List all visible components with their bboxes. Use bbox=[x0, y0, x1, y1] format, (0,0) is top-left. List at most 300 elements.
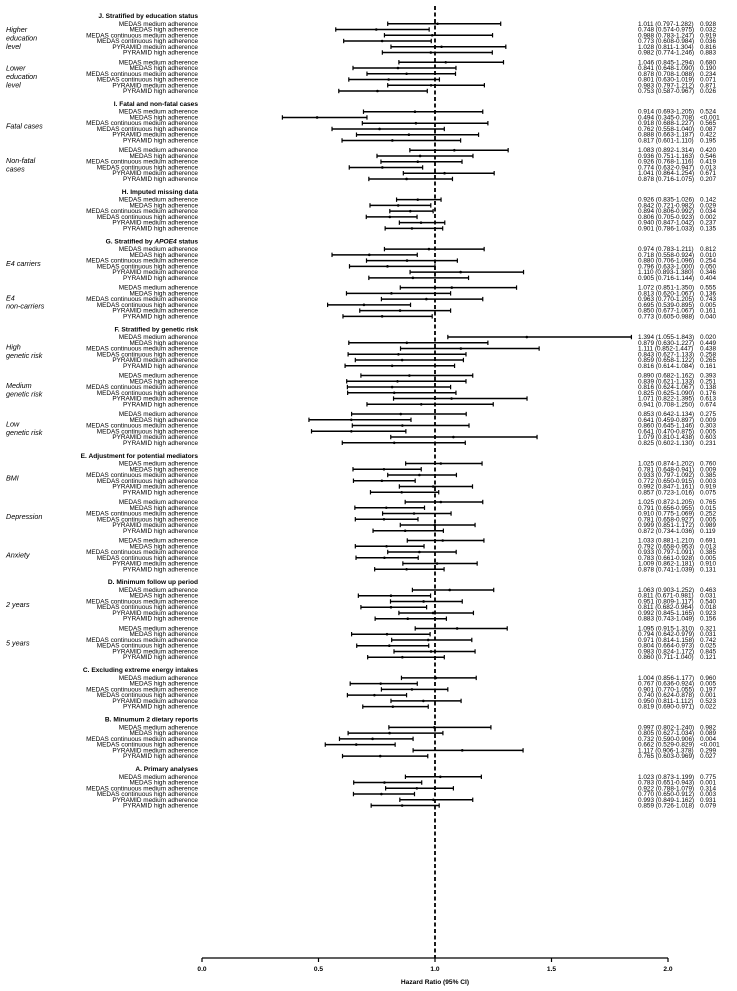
row-label: PYRAMID high adherence bbox=[123, 175, 198, 183]
row-label: PYRAMID high adherence bbox=[123, 439, 198, 447]
hr-point bbox=[416, 198, 419, 201]
row-label: MEDAS continuous high adherence bbox=[96, 351, 198, 359]
p-value: 0.040 bbox=[700, 313, 716, 321]
row-label: MEDAS high adherence bbox=[129, 504, 198, 512]
row-label: MEDAS continuous medium adherence bbox=[86, 208, 198, 216]
row-label: MEDAS high adherence bbox=[129, 631, 198, 639]
row-label: PYRAMID medium adherence bbox=[112, 269, 198, 277]
hr-ci-text: 1.025 (0.872-1.205) bbox=[638, 499, 695, 506]
p-value: 0.156 bbox=[700, 615, 716, 623]
hr-point bbox=[388, 732, 391, 735]
hr-ci-text: 0.842 (0.721-0.982) bbox=[638, 202, 695, 210]
p-value: 0.005 bbox=[700, 428, 716, 436]
p-value: 0.674 bbox=[700, 401, 716, 409]
hr-ci-text: 0.905 (0.716-1.144) bbox=[638, 274, 695, 282]
hr-ci-text: 0.804 (0.664-0.973) bbox=[638, 642, 695, 650]
hr-ci-text: 0.910 (0.775-1.069) bbox=[638, 510, 695, 518]
hr-point bbox=[383, 518, 386, 521]
row-label: MEDAS continuous medium adherence bbox=[86, 120, 198, 128]
hr-ci-text: 0.983 (0.797-1.212) bbox=[638, 82, 695, 90]
p-value: 0.404 bbox=[700, 274, 716, 282]
hr-point bbox=[385, 545, 388, 548]
hr-point bbox=[383, 556, 386, 559]
row-label: MEDAS high adherence bbox=[129, 680, 198, 688]
row-label: MEDAS continuous medium adherence bbox=[86, 158, 198, 166]
p-value: 0.207 bbox=[700, 175, 716, 183]
hr-point bbox=[459, 271, 462, 274]
p-value: 0.005 bbox=[700, 680, 716, 688]
p-value: 0.005 bbox=[700, 516, 716, 524]
p-value: 0.982 bbox=[700, 724, 716, 732]
hr-point bbox=[388, 216, 391, 219]
hr-ci-text: 0.997 (0.802-1.240) bbox=[638, 724, 695, 732]
p-value: 0.871 bbox=[700, 82, 716, 90]
hr-ci-text: 0.772 (0.650-0.915) bbox=[638, 477, 695, 485]
row-label: PYRAMID high adherence bbox=[123, 362, 198, 370]
hr-ci-text: 0.926 (0.835-1.026) bbox=[638, 196, 695, 204]
p-value: 0.613 bbox=[700, 395, 716, 403]
p-value: 0.161 bbox=[700, 362, 716, 370]
row-label: PYRAMID high adherence bbox=[123, 527, 198, 535]
hr-ci-text: 0.494 (0.345-0.708) bbox=[638, 114, 695, 122]
row-label: PYRAMID medium adherence bbox=[112, 170, 198, 178]
p-value: 0.075 bbox=[700, 489, 716, 497]
hr-point bbox=[390, 292, 393, 295]
row-label: MEDAS continuous medium adherence bbox=[86, 345, 198, 353]
hr-point bbox=[401, 359, 404, 362]
row-label: MEDAS medium adherence bbox=[118, 537, 198, 545]
hr-ci-text: 1.004 (0.856-1.177) bbox=[638, 674, 695, 682]
hr-point bbox=[430, 51, 433, 54]
hr-point bbox=[431, 34, 434, 37]
hr-ci-text: 0.860 (0.711-1.040) bbox=[638, 654, 694, 662]
hr-point bbox=[456, 627, 459, 630]
hr-ci-text: 0.853 (0.642-1.134) bbox=[638, 411, 695, 419]
hr-point bbox=[460, 347, 463, 350]
hr-ci-text: 0.816 (0.614-1.084) bbox=[638, 362, 695, 370]
hr-point bbox=[399, 413, 402, 416]
hr-ci-text: 0.641 (0.470-0.875) bbox=[638, 428, 695, 436]
hr-ci-text: 0.839 (0.621-1.133) bbox=[638, 378, 695, 386]
row-label: MEDAS continuous high adherence bbox=[96, 213, 198, 221]
hr-ci-text: 0.796 (0.633-1.000) bbox=[638, 263, 695, 271]
row-label: MEDAS continuous high adherence bbox=[96, 604, 198, 612]
hr-point bbox=[390, 594, 393, 597]
group-label: 5 years bbox=[6, 638, 30, 648]
hr-point bbox=[406, 342, 409, 345]
hr-point bbox=[401, 656, 404, 659]
p-value: 0.524 bbox=[700, 108, 716, 116]
hr-point bbox=[411, 227, 414, 230]
hr-ci-text: 0.792 (0.658-0.953) bbox=[638, 543, 695, 551]
hr-point bbox=[401, 424, 404, 427]
hr-point bbox=[393, 392, 396, 395]
hr-ci-text: 0.718 (0.558-0.924) bbox=[638, 251, 695, 259]
section-title: H. Imputed missing data bbox=[121, 188, 198, 196]
p-value: 0.314 bbox=[700, 785, 716, 793]
hr-point bbox=[422, 700, 425, 703]
section-title: A. Primary analyses bbox=[135, 766, 198, 774]
hr-ci-text: 1.071 (0.822-1.395) bbox=[638, 395, 695, 403]
hr-point bbox=[355, 743, 358, 746]
row-label: MEDAS medium adherence bbox=[118, 674, 198, 682]
hr-point bbox=[411, 688, 414, 691]
group-label: Non-fatal cases bbox=[6, 155, 36, 174]
row-label: MEDAS continuous medium adherence bbox=[86, 422, 198, 430]
hr-ci-text: 0.880 (0.706-1.096) bbox=[638, 257, 695, 265]
hr-point bbox=[440, 45, 443, 48]
group-label: High genetic risk bbox=[6, 342, 43, 361]
p-value: 0.025 bbox=[700, 642, 716, 650]
p-value: 0.775 bbox=[700, 773, 716, 781]
p-value: 0.919 bbox=[700, 483, 716, 491]
hr-ci-text: 0.859 (0.658-1.122) bbox=[638, 357, 695, 365]
p-value: 0.254 bbox=[700, 257, 716, 265]
hr-point bbox=[415, 122, 418, 125]
hr-point bbox=[350, 430, 353, 433]
row-label: PYRAMID high adherence bbox=[123, 802, 198, 810]
hr-point bbox=[375, 28, 378, 31]
hr-ci-text: 0.695 (0.539-0.895) bbox=[638, 301, 695, 309]
p-value: 0.009 bbox=[700, 466, 716, 474]
p-value: 0.050 bbox=[700, 263, 716, 271]
hr-point bbox=[526, 336, 529, 339]
row-label: MEDAS continuous high adherence bbox=[96, 642, 198, 650]
p-value: 0.419 bbox=[700, 158, 716, 166]
hr-point bbox=[416, 160, 419, 163]
hr-point bbox=[444, 61, 447, 64]
hr-ci-text: 0.811 (0.671-0.981) bbox=[638, 592, 694, 600]
group-label: Medium genetic risk bbox=[6, 381, 43, 399]
p-value: 0.555 bbox=[700, 284, 716, 292]
hr-ci-text: 0.999 (0.851-1.172) bbox=[638, 522, 695, 529]
row-label: PYRAMID medium adherence bbox=[112, 648, 198, 656]
hr-ci-text: 0.926 (0.768-1.116) bbox=[638, 158, 694, 166]
p-value: 0.523 bbox=[700, 697, 716, 705]
row-label: MEDAS medium adherence bbox=[118, 499, 198, 506]
row-label: PYRAMID high adherence bbox=[123, 566, 198, 574]
row-label: PYRAMID high adherence bbox=[123, 654, 198, 662]
p-value: 0.003 bbox=[700, 477, 716, 485]
hr-ci-text: 1.025 (0.874-1.202) bbox=[638, 460, 695, 468]
hr-point bbox=[390, 606, 393, 609]
p-value: 0.176 bbox=[700, 389, 716, 397]
hr-point bbox=[461, 749, 464, 752]
p-value: 0.931 bbox=[700, 796, 716, 804]
group-label: Low genetic risk bbox=[6, 419, 43, 438]
row-label: PYRAMID high adherence bbox=[123, 274, 198, 282]
hr-ci-text: 0.774 (0.632-0.947) bbox=[638, 164, 695, 172]
hr-point bbox=[397, 204, 400, 207]
hr-point bbox=[381, 40, 384, 43]
p-value: 0.603 bbox=[700, 434, 716, 442]
hr-point bbox=[405, 568, 408, 571]
hr-point bbox=[387, 78, 390, 81]
row-label: PYRAMID medium adherence bbox=[112, 43, 198, 51]
p-value: 0.161 bbox=[700, 307, 716, 315]
p-value: 0.022 bbox=[700, 703, 716, 711]
hr-ci-text: 0.940 (0.847-1.042) bbox=[638, 219, 695, 227]
hr-point bbox=[383, 781, 386, 784]
row-label: MEDAS medium adherence bbox=[118, 108, 198, 116]
row-label: MEDAS high adherence bbox=[129, 202, 198, 210]
section-title: F. Stratified by genetic risk bbox=[114, 326, 198, 334]
hr-ci-text: 0.950 (0.811-1.112) bbox=[638, 697, 694, 705]
hr-ci-text: 0.805 (0.627-1.034) bbox=[638, 730, 695, 738]
hr-point bbox=[381, 166, 384, 169]
p-value: 0.883 bbox=[700, 49, 716, 57]
hr-point bbox=[453, 149, 456, 152]
hr-ci-text: 1.041 (0.864-1.254) bbox=[638, 170, 695, 178]
hr-point bbox=[386, 633, 389, 636]
p-value: 0.385 bbox=[700, 549, 716, 556]
hr-point bbox=[363, 304, 366, 307]
hr-point bbox=[420, 403, 423, 406]
p-value: 0.087 bbox=[700, 125, 716, 133]
p-value: 0.020 bbox=[700, 334, 716, 342]
hr-point bbox=[418, 551, 421, 554]
hr-point bbox=[427, 639, 430, 642]
hr-ci-text: 0.993 (0.849-1.162) bbox=[638, 796, 695, 804]
row-label: PYRAMID high adherence bbox=[123, 401, 198, 409]
hr-ci-text: 0.859 (0.726-1.018) bbox=[638, 802, 695, 810]
hr-ci-text: 1.394 (1.055-1.843) bbox=[638, 334, 695, 342]
group-label: Higher education level bbox=[6, 25, 38, 52]
hr-ci-text: 0.641 (0.459-0.897) bbox=[638, 416, 695, 424]
hr-ci-text: 0.825 (0.602-1.130) bbox=[638, 439, 695, 447]
row-label: MEDAS high adherence bbox=[129, 290, 198, 298]
p-value: 0.989 bbox=[700, 522, 716, 529]
hr-ci-text: 0.883 (0.743-1.049) bbox=[638, 615, 695, 623]
p-value: 0.234 bbox=[700, 70, 716, 78]
hr-ci-text: 0.791 (0.656-0.955) bbox=[638, 504, 695, 512]
group-label: Anxiety bbox=[6, 550, 30, 560]
x-axis-label: Hazard Ratio (95% CI) bbox=[400, 979, 470, 986]
hr-ci-text: 0.878 (0.741-1.039) bbox=[638, 566, 695, 574]
p-value: 0.258 bbox=[700, 351, 716, 359]
hr-ci-text: 0.662 (0.529-0.829) bbox=[638, 741, 695, 749]
p-value: 0.135 bbox=[700, 225, 716, 233]
row-label: MEDAS continuous medium adherence bbox=[86, 257, 198, 265]
hr-ci-text: 0.982 (0.774-1.246) bbox=[638, 49, 695, 57]
hr-point bbox=[436, 22, 439, 25]
hr-ci-text: 0.879 (0.630-1.227) bbox=[638, 339, 695, 347]
hr-point bbox=[452, 436, 455, 439]
row-label: PYRAMID high adherence bbox=[123, 137, 198, 145]
group-label: E4 carriers bbox=[6, 258, 41, 268]
row-label: PYRAMID medium adherence bbox=[112, 434, 198, 442]
p-value: 0.005 bbox=[700, 554, 716, 562]
p-value: 0.237 bbox=[700, 219, 716, 227]
hr-ci-text: 0.971 (0.814-1.158) bbox=[638, 636, 695, 644]
hr-point bbox=[419, 155, 422, 158]
p-value: 0.671 bbox=[700, 170, 716, 178]
row-label: PYRAMID medium adherence bbox=[112, 131, 198, 139]
hr-ci-text: 0.878 (0.716-1.075) bbox=[638, 175, 695, 183]
row-label: MEDAS continuous high adherence bbox=[96, 389, 198, 397]
hr-point bbox=[432, 612, 435, 615]
row-label: MEDAS medium adherence bbox=[118, 334, 198, 342]
p-value: 0.393 bbox=[700, 372, 716, 380]
row-label: MEDAS continuous high adherence bbox=[96, 516, 198, 524]
hr-ci-text: 0.901 (0.770-1.055) bbox=[638, 686, 695, 694]
row-label: MEDAS medium adherence bbox=[118, 372, 198, 380]
hr-ci-text: 1.033 (0.881-1.210) bbox=[638, 537, 695, 545]
group-label: 2 years bbox=[6, 599, 30, 609]
p-value: 0.742 bbox=[700, 636, 716, 644]
hr-ci-text: 1.009 (0.862-1.181) bbox=[638, 560, 695, 568]
p-value: 0.142 bbox=[700, 196, 716, 204]
hr-ci-text: 0.816 (0.624-1.067) bbox=[638, 384, 695, 392]
hr-ci-text: 1.079 (0.810-1.438) bbox=[638, 434, 695, 442]
row-label: MEDAS medium adherence bbox=[118, 59, 198, 67]
p-value: <0.001 bbox=[700, 114, 720, 122]
hr-ci-text: 0.914 (0.693-1.205) bbox=[638, 108, 695, 116]
hr-ci-text: 0.773 (0.608-0.984) bbox=[638, 38, 695, 45]
hr-ci-text: 0.819 (0.690-0.971) bbox=[638, 703, 695, 711]
row-label: MEDAS continuous medium adherence bbox=[86, 384, 198, 392]
hr-point bbox=[376, 90, 379, 93]
hr-ci-text: 0.988 (0.783-1.247) bbox=[638, 32, 695, 40]
hr-point bbox=[391, 365, 394, 368]
hr-ci-text: 0.806 (0.705-0.923) bbox=[638, 213, 695, 221]
row-label: MEDAS medium adherence bbox=[118, 625, 198, 633]
hr-point bbox=[422, 600, 425, 603]
hr-point bbox=[383, 468, 386, 471]
hr-point bbox=[406, 617, 409, 620]
section-title: G. Stratified by APOE4 status bbox=[105, 238, 198, 246]
hr-ci-text: 1.110 (0.893-1.380) bbox=[638, 269, 694, 277]
hr-point bbox=[391, 386, 394, 389]
hr-point bbox=[416, 787, 419, 790]
hr-point bbox=[441, 539, 444, 542]
p-value: 0.275 bbox=[700, 411, 716, 419]
hr-point bbox=[379, 755, 382, 758]
hr-point bbox=[414, 110, 417, 113]
hr-point bbox=[440, 501, 443, 504]
hr-point bbox=[409, 210, 412, 213]
row-label: PYRAMID high adherence bbox=[123, 313, 198, 321]
hr-point bbox=[408, 374, 411, 377]
group-label: Fatal cases bbox=[6, 121, 43, 131]
x-tick-label: 1.5 bbox=[546, 966, 557, 973]
row-label: MEDAS medium adherence bbox=[118, 724, 198, 732]
row-label: PYRAMID medium adherence bbox=[112, 522, 198, 529]
p-value: 0.252 bbox=[700, 510, 716, 518]
row-label: MEDAS continuous high adherence bbox=[96, 164, 198, 172]
row-label: MEDAS continuous medium adherence bbox=[86, 686, 198, 694]
hr-ci-text: 0.951 (0.809-1.117) bbox=[638, 598, 694, 606]
hr-ci-text: 0.922 (0.788-1.079) bbox=[638, 785, 695, 793]
row-label: PYRAMID medium adherence bbox=[112, 560, 198, 568]
row-label: PYRAMID medium adherence bbox=[112, 82, 198, 90]
row-label: PYRAMID high adherence bbox=[123, 489, 198, 497]
hr-point bbox=[393, 442, 396, 445]
p-value: 0.546 bbox=[700, 152, 716, 160]
hr-ci-text: 1.063 (0.903-1.252) bbox=[638, 586, 695, 594]
p-value: 0.034 bbox=[700, 208, 716, 216]
row-label: MEDAS continuous high adherence bbox=[96, 263, 198, 271]
p-value: 0.565 bbox=[700, 120, 716, 128]
p-value: 0.760 bbox=[700, 460, 716, 468]
section-title: D. Minimum follow up period bbox=[107, 579, 198, 587]
hr-ci-text: 0.841 (0.648-1.090) bbox=[638, 65, 695, 72]
hr-point bbox=[371, 738, 374, 741]
p-value: 0.009 bbox=[700, 416, 716, 424]
hr-point bbox=[391, 139, 394, 142]
p-value: 0.960 bbox=[700, 674, 716, 682]
hr-ci-text: 0.781 (0.658-0.927) bbox=[638, 516, 695, 524]
hr-ci-text: 0.974 (0.783-1.211) bbox=[638, 246, 694, 254]
p-value: 0.812 bbox=[700, 246, 716, 254]
hr-ci-text: 0.941 (0.708-1.250) bbox=[638, 401, 695, 409]
p-value: 0.013 bbox=[700, 164, 716, 172]
row-label: MEDAS high adherence bbox=[129, 152, 198, 160]
row-label: MEDAS continuous medium adherence bbox=[86, 598, 198, 606]
row-label: PYRAMID medium adherence bbox=[112, 609, 198, 617]
hr-point bbox=[404, 529, 407, 532]
p-value: 0.013 bbox=[700, 543, 716, 551]
row-label: PYRAMID medium adherence bbox=[112, 796, 198, 804]
group-label: Depression bbox=[6, 511, 43, 521]
p-value: 0.190 bbox=[700, 65, 716, 72]
row-label: PYRAMID medium adherence bbox=[112, 395, 198, 403]
row-label: MEDAS high adherence bbox=[129, 65, 198, 72]
p-value: <0.001 bbox=[700, 741, 720, 749]
hr-ci-text: 0.732 (0.590-0.906) bbox=[638, 735, 695, 743]
hr-point bbox=[433, 524, 436, 527]
section-title: I. Fatal and non-fatal cases bbox=[113, 100, 198, 108]
hr-ci-text: 0.740 (0.624-0.878) bbox=[638, 692, 695, 700]
hr-point bbox=[316, 116, 319, 119]
hr-point bbox=[392, 705, 395, 708]
hr-ci-text: 0.872 (0.734-1.036) bbox=[638, 527, 695, 535]
hr-ci-text: 0.843 (0.627-1.133) bbox=[638, 351, 695, 359]
p-value: 0.002 bbox=[700, 213, 716, 221]
p-value: 0.001 bbox=[700, 779, 716, 787]
p-value: 0.071 bbox=[700, 76, 716, 84]
hr-ci-text: 1.111 (0.852-1.447) bbox=[638, 345, 694, 353]
hr-point bbox=[397, 353, 400, 356]
hr-ci-text: 0.894 (0.806-0.992) bbox=[638, 208, 695, 216]
hr-point bbox=[450, 286, 453, 289]
hr-ci-text: 0.765 (0.603-0.969) bbox=[638, 753, 695, 761]
row-label: MEDAS continuous medium adherence bbox=[86, 636, 198, 644]
hr-point bbox=[378, 128, 381, 131]
row-label: MEDAS high adherence bbox=[129, 779, 198, 787]
p-value: 0.131 bbox=[700, 566, 716, 574]
hr-ci-text: 0.767 (0.636-0.924) bbox=[638, 680, 695, 688]
hr-ci-text: 0.794 (0.642-0.979) bbox=[638, 631, 695, 639]
p-value: 0.303 bbox=[700, 422, 716, 430]
row-label: PYRAMID high adherence bbox=[123, 703, 198, 711]
hr-point bbox=[413, 512, 416, 515]
row-label: MEDAS continuous high adherence bbox=[96, 741, 198, 749]
hr-point bbox=[406, 259, 409, 262]
p-value: 0.743 bbox=[700, 296, 716, 304]
row-label: MEDAS medium adherence bbox=[118, 20, 198, 28]
x-tick-label: 0.5 bbox=[313, 966, 324, 973]
row-label: MEDAS high adherence bbox=[129, 339, 198, 347]
hr-point bbox=[425, 298, 428, 301]
hr-point bbox=[440, 462, 443, 465]
p-value: 0.449 bbox=[700, 339, 716, 347]
hr-point bbox=[386, 265, 389, 268]
p-value: 0.138 bbox=[700, 384, 716, 392]
section-title: B. Minumum 2 dietary reports bbox=[104, 716, 198, 724]
p-value: 0.031 bbox=[700, 631, 716, 639]
p-value: 0.540 bbox=[700, 598, 716, 606]
